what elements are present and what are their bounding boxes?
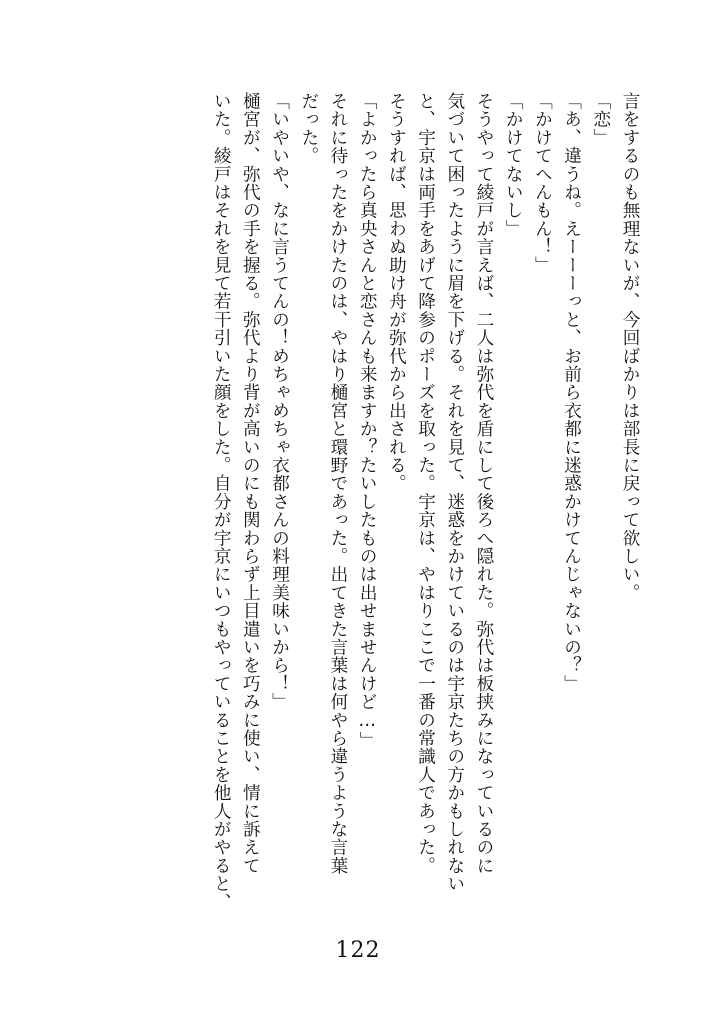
page-number: 122 (335, 938, 381, 963)
text-line: 「かけてないし」 (503, 92, 524, 238)
text-line: 言をするのも無理ないが、今回ばかりは部長に戻って欲しい。 (620, 92, 640, 602)
text-line: だった。 (298, 92, 319, 165)
text-line: と、宇京は両手をあげて降参のポーズを取った。宇京は、やはりここで一番の常識人であった。 (415, 92, 436, 875)
text-line: 「よかったら真央さんと恋さんも来ますか？たいしたものは出せませんけど…」 (357, 92, 378, 750)
text-line: いた。綾戸はそれを見て若干引いた顔をした。自分が宇京にいつもやっていることを他人がやると、 (211, 92, 232, 911)
text-line: そうすれば、思わぬ助け舟が弥代から出される。 (386, 92, 407, 493)
vertical-text-body (206, 92, 644, 942)
text-line: それに待ったをかけたのは、やはり樋宮と環野であった。出てきた言葉は何やら違うような言葉 (327, 92, 348, 875)
text-line: 「かけてへんもん！」 (532, 92, 553, 274)
text-line: 「恋」 (590, 92, 611, 147)
text-line: 樋宮が、弥代の手を握る。弥代より背が高いのにも関わらず上目遣いを巧みに使い、情に訴えて (240, 92, 261, 875)
text-line: 「いやいや、なに言うてんの！めちゃめちゃ衣都さんの料理美味いから！」 (269, 92, 290, 711)
text-line: そうやって綾戸が言えば、二人は弥代を盾にして後ろへ隠れた。弥代は板挟みになっているのに (473, 92, 494, 875)
text-line: 気づいて困ったように眉を下げる。それを見て、迷惑をかけているのは宇京たちの方かもしれない (444, 92, 465, 893)
text-line: 「あ、違うね。えーーーっと、お前ら衣都に迷惑かけてんじゃないの？」 (561, 92, 582, 693)
